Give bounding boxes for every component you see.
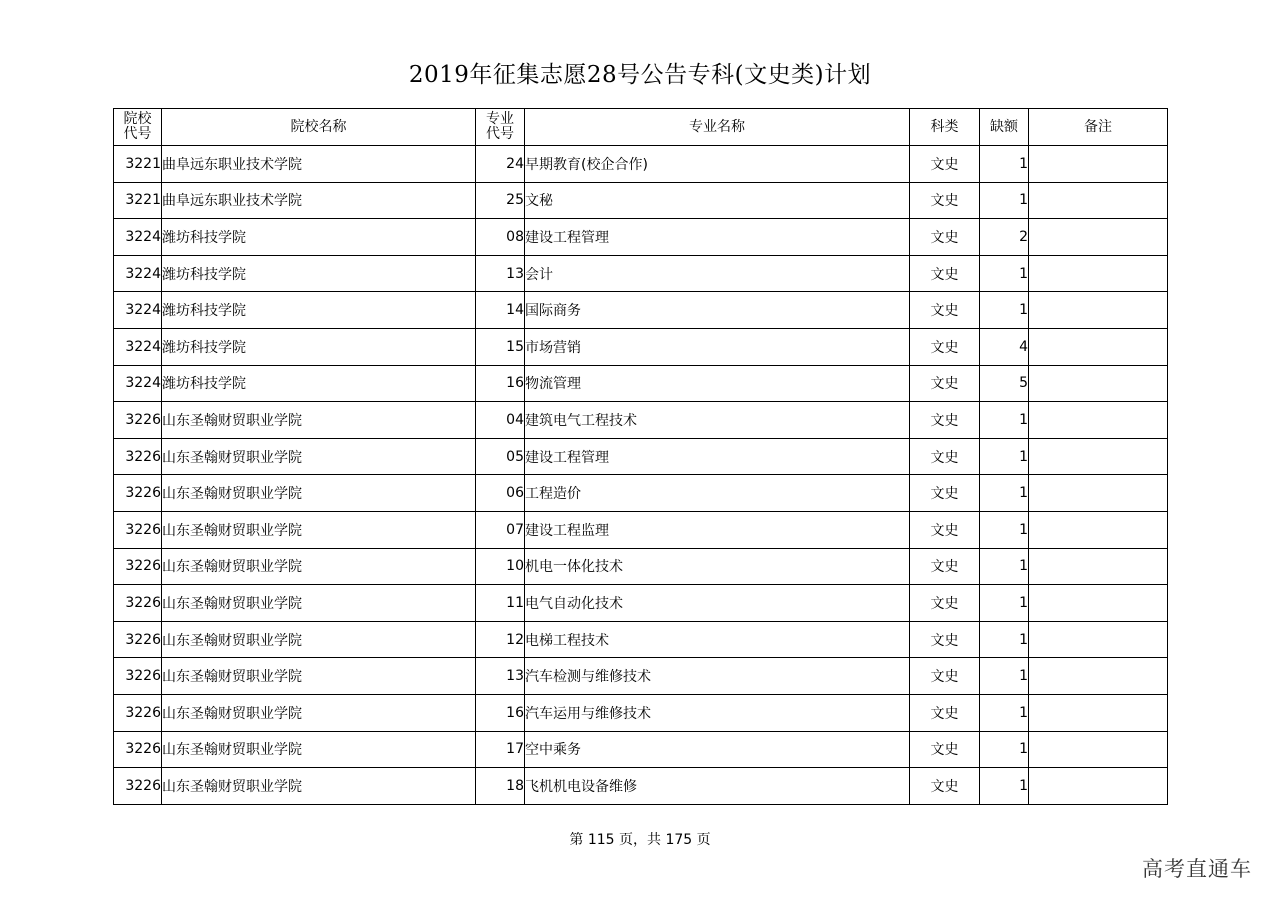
table-row xyxy=(114,548,1168,585)
cell-quota: 1 xyxy=(980,438,1029,475)
cell-school-name: 山东圣翰财贸职业学院 xyxy=(162,768,476,805)
cell-major-code: 16 xyxy=(476,694,525,731)
cell-major-name: 机电一体化技术 xyxy=(525,548,910,585)
cell-major-code: 05 xyxy=(476,438,525,475)
cell-school-name: 曲阜远东职业技术学院 xyxy=(162,146,476,183)
cell-major-name: 电气自动化技术 xyxy=(525,585,910,622)
page-title: 2019年征集志愿28号公告专科(文史类)计划 xyxy=(408,62,872,88)
watermark: 高考直通车 xyxy=(1142,857,1252,881)
cell-quota: 1 xyxy=(980,182,1029,219)
cell-school-name: 潍坊科技学院 xyxy=(162,255,476,292)
cell-quota: 1 xyxy=(980,585,1029,622)
cell-note xyxy=(1029,475,1168,512)
cell-school-code: 3224 xyxy=(114,255,162,292)
cell-category: 文史 xyxy=(910,731,980,768)
page-number: 第 115 页，共 175 页 xyxy=(569,832,711,848)
table-row xyxy=(114,402,1168,439)
cell-major-name: 建设工程管理 xyxy=(525,219,910,256)
header-school-name: 院校名称 xyxy=(162,109,476,146)
cell-school-code: 3226 xyxy=(114,621,162,658)
header-category: 科类 xyxy=(910,109,980,146)
cell-category: 文史 xyxy=(910,768,980,805)
cell-category: 文史 xyxy=(910,292,980,329)
cell-note xyxy=(1029,328,1168,365)
cell-school-name: 潍坊科技学院 xyxy=(162,292,476,329)
cell-note xyxy=(1029,768,1168,805)
table-row xyxy=(114,182,1168,219)
cell-category: 文史 xyxy=(910,475,980,512)
table-row xyxy=(114,146,1168,183)
table-row xyxy=(114,694,1168,731)
cell-quota: 1 xyxy=(980,511,1029,548)
cell-school-code: 3226 xyxy=(114,402,162,439)
table-row xyxy=(114,365,1168,402)
cell-category: 文史 xyxy=(910,328,980,365)
cell-note xyxy=(1029,548,1168,585)
cell-major-name: 电梯工程技术 xyxy=(525,621,910,658)
cell-note xyxy=(1029,292,1168,329)
cell-major-code: 04 xyxy=(476,402,525,439)
cell-quota: 1 xyxy=(980,768,1029,805)
cell-quota: 5 xyxy=(980,365,1029,402)
cell-major-name: 建筑电气工程技术 xyxy=(525,402,910,439)
cell-school-code: 3221 xyxy=(114,146,162,183)
table-body xyxy=(114,146,1168,805)
table-row xyxy=(114,768,1168,805)
cell-note xyxy=(1029,658,1168,695)
cell-major-name: 物流管理 xyxy=(525,365,910,402)
cell-category: 文史 xyxy=(910,621,980,658)
cell-school-name: 山东圣翰财贸职业学院 xyxy=(162,621,476,658)
cell-category: 文史 xyxy=(910,146,980,183)
cell-major-name: 建设工程管理 xyxy=(525,438,910,475)
cell-category: 文史 xyxy=(910,182,980,219)
cell-quota: 4 xyxy=(980,328,1029,365)
cell-note xyxy=(1029,511,1168,548)
cell-major-name: 飞机机电设备维修 xyxy=(525,768,910,805)
cell-major-code: 13 xyxy=(476,658,525,695)
cell-school-name: 山东圣翰财贸职业学院 xyxy=(162,658,476,695)
cell-school-name: 山东圣翰财贸职业学院 xyxy=(162,731,476,768)
cell-category: 文史 xyxy=(910,402,980,439)
cell-note xyxy=(1029,219,1168,256)
cell-school-name: 潍坊科技学院 xyxy=(162,365,476,402)
table-row xyxy=(114,328,1168,365)
cell-school-code: 3221 xyxy=(114,182,162,219)
cell-school-code: 3226 xyxy=(114,475,162,512)
cell-school-name: 潍坊科技学院 xyxy=(162,219,476,256)
cell-note xyxy=(1029,146,1168,183)
cell-major-code: 13 xyxy=(476,255,525,292)
cell-major-name: 建设工程监理 xyxy=(525,511,910,548)
cell-quota: 1 xyxy=(980,731,1029,768)
table-header-row xyxy=(114,109,1168,146)
cell-school-code: 3226 xyxy=(114,768,162,805)
cell-quota: 1 xyxy=(980,621,1029,658)
cell-major-name: 国际商务 xyxy=(525,292,910,329)
cell-category: 文史 xyxy=(910,585,980,622)
table-row xyxy=(114,475,1168,512)
cell-category: 文史 xyxy=(910,219,980,256)
header-major-name: 专业名称 xyxy=(525,109,910,146)
cell-note xyxy=(1029,182,1168,219)
cell-category: 文史 xyxy=(910,365,980,402)
cell-category: 文史 xyxy=(910,694,980,731)
cell-note xyxy=(1029,438,1168,475)
cell-major-name: 空中乘务 xyxy=(525,731,910,768)
cell-note xyxy=(1029,255,1168,292)
table-row xyxy=(114,438,1168,475)
cell-school-name: 山东圣翰财贸职业学院 xyxy=(162,694,476,731)
cell-major-code: 25 xyxy=(476,182,525,219)
cell-category: 文史 xyxy=(910,255,980,292)
cell-school-code: 3226 xyxy=(114,694,162,731)
cell-school-name: 曲阜远东职业技术学院 xyxy=(162,182,476,219)
cell-major-code: 06 xyxy=(476,475,525,512)
cell-school-name: 山东圣翰财贸职业学院 xyxy=(162,548,476,585)
cell-school-name: 山东圣翰财贸职业学院 xyxy=(162,475,476,512)
cell-school-code: 3224 xyxy=(114,328,162,365)
table-row xyxy=(114,255,1168,292)
cell-major-name: 汽车检测与维修技术 xyxy=(525,658,910,695)
cell-quota: 1 xyxy=(980,255,1029,292)
cell-school-name: 山东圣翰财贸职业学院 xyxy=(162,438,476,475)
cell-note xyxy=(1029,731,1168,768)
cell-school-code: 3226 xyxy=(114,585,162,622)
cell-category: 文史 xyxy=(910,511,980,548)
cell-major-name: 会计 xyxy=(525,255,910,292)
cell-quota: 1 xyxy=(980,292,1029,329)
cell-school-code: 3226 xyxy=(114,731,162,768)
cell-major-name: 工程造价 xyxy=(525,475,910,512)
cell-school-name: 潍坊科技学院 xyxy=(162,328,476,365)
cell-note xyxy=(1029,694,1168,731)
cell-major-name: 市场营销 xyxy=(525,328,910,365)
cell-note xyxy=(1029,585,1168,622)
cell-quota: 2 xyxy=(980,219,1029,256)
cell-quota: 1 xyxy=(980,146,1029,183)
cell-major-code: 08 xyxy=(476,219,525,256)
cell-major-name: 汽车运用与维修技术 xyxy=(525,694,910,731)
header-note: 备注 xyxy=(1029,109,1168,146)
cell-school-code: 3224 xyxy=(114,219,162,256)
cell-category: 文史 xyxy=(910,658,980,695)
cell-school-code: 3226 xyxy=(114,548,162,585)
cell-major-code: 16 xyxy=(476,365,525,402)
cell-school-code: 3224 xyxy=(114,292,162,329)
cell-quota: 1 xyxy=(980,548,1029,585)
cell-major-code: 17 xyxy=(476,731,525,768)
cell-quota: 1 xyxy=(980,475,1029,512)
cell-note xyxy=(1029,365,1168,402)
cell-school-code: 3226 xyxy=(114,438,162,475)
cell-major-code: 11 xyxy=(476,585,525,622)
table-row xyxy=(114,585,1168,622)
cell-school-code: 3224 xyxy=(114,365,162,402)
cell-major-code: 10 xyxy=(476,548,525,585)
header-quota: 缺额 xyxy=(980,109,1029,146)
cell-major-code: 15 xyxy=(476,328,525,365)
admission-plan-table xyxy=(113,108,1168,805)
cell-major-name: 文秘 xyxy=(525,182,910,219)
cell-school-name: 山东圣翰财贸职业学院 xyxy=(162,511,476,548)
cell-major-code: 07 xyxy=(476,511,525,548)
cell-category: 文史 xyxy=(910,438,980,475)
header-school-code: 院校代号 xyxy=(114,109,162,146)
cell-school-code: 3226 xyxy=(114,658,162,695)
cell-school-name: 山东圣翰财贸职业学院 xyxy=(162,585,476,622)
cell-quota: 1 xyxy=(980,402,1029,439)
cell-note xyxy=(1029,621,1168,658)
cell-major-code: 14 xyxy=(476,292,525,329)
cell-major-code: 18 xyxy=(476,768,525,805)
table-row xyxy=(114,292,1168,329)
cell-quota: 1 xyxy=(980,694,1029,731)
cell-school-code: 3226 xyxy=(114,511,162,548)
cell-major-name: 早期教育(校企合作) xyxy=(525,146,910,183)
table-row xyxy=(114,511,1168,548)
cell-note xyxy=(1029,402,1168,439)
table-row xyxy=(114,219,1168,256)
table-row xyxy=(114,621,1168,658)
cell-school-name: 山东圣翰财贸职业学院 xyxy=(162,402,476,439)
cell-category: 文史 xyxy=(910,548,980,585)
cell-quota: 1 xyxy=(980,658,1029,695)
cell-major-code: 12 xyxy=(476,621,525,658)
table-row xyxy=(114,658,1168,695)
table-row xyxy=(114,731,1168,768)
cell-major-code: 24 xyxy=(476,146,525,183)
header-major-code: 专业代号 xyxy=(476,109,525,146)
